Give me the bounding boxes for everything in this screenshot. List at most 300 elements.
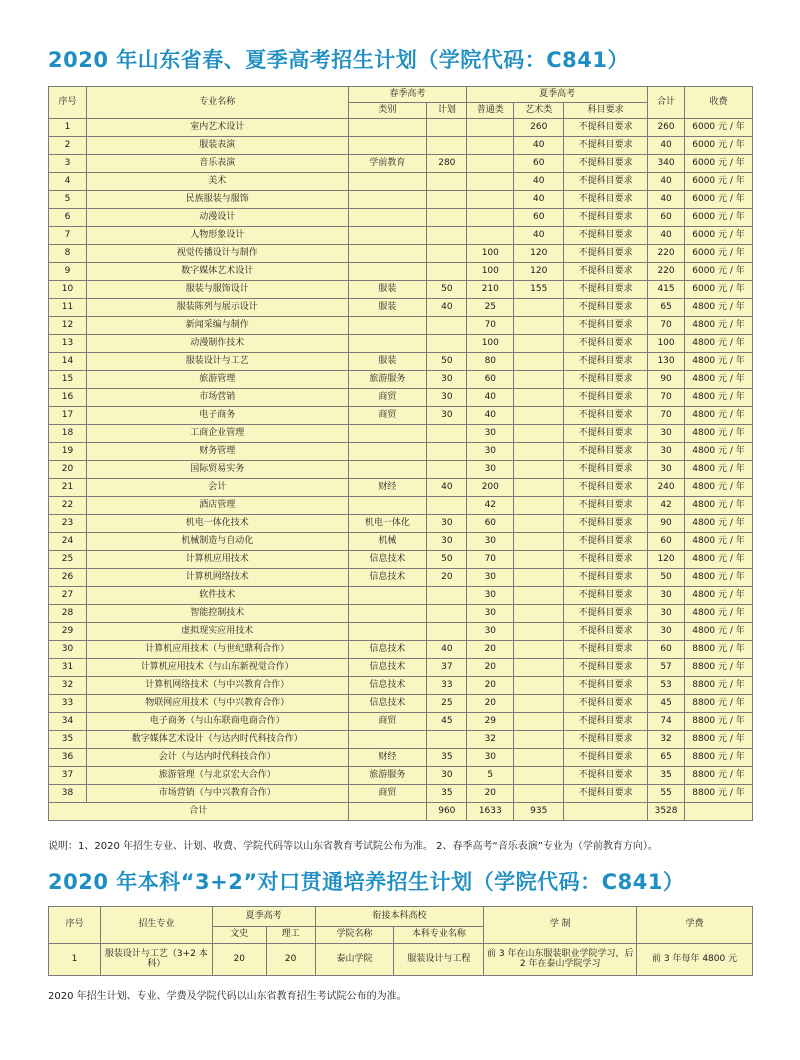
- cell-spring-type: 商贸: [348, 785, 427, 803]
- cell-general: [467, 119, 514, 137]
- cell-art: [514, 659, 564, 677]
- cell-school: 泰山学院: [315, 944, 394, 976]
- cell-requirement: 不提科目要求: [564, 335, 648, 353]
- cell-art: 120: [514, 245, 564, 263]
- cell-requirement: 不提科目要求: [564, 191, 648, 209]
- cell-general: 25: [467, 299, 514, 317]
- cell-major: 数字媒体艺术设计: [86, 263, 348, 281]
- cell-general: [467, 227, 514, 245]
- cell-fee: 8800 元 / 年: [685, 767, 753, 785]
- cell-requirement: 不提科目要求: [564, 785, 648, 803]
- table-row: [49, 443, 753, 461]
- cell-spring-plan: 50: [427, 353, 467, 371]
- cell-wen: 20: [212, 944, 266, 976]
- t2-header-major: 招生专业: [100, 907, 212, 944]
- cell-major: 电子商务（与山东联商电商合作）: [86, 713, 348, 731]
- cell-fee: 6000 元 / 年: [685, 191, 753, 209]
- cell-major: 计算机网络技术: [86, 569, 348, 587]
- cell-general: 100: [467, 335, 514, 353]
- cell-fee: 8800 元 / 年: [685, 695, 753, 713]
- cell-requirement: 不提科目要求: [564, 623, 648, 641]
- cell-no: 36: [49, 749, 87, 767]
- header-summer-req: 科目要求: [564, 103, 648, 119]
- cell-general: [467, 209, 514, 227]
- cell-spring-plan: [427, 623, 467, 641]
- cell-spring-plan: 35: [427, 749, 467, 767]
- cell-general: 30: [467, 461, 514, 479]
- cell-no: 26: [49, 569, 87, 587]
- cell-fee: 4800 元 / 年: [685, 461, 753, 479]
- cell-art: [514, 749, 564, 767]
- cell-spring-plan: [427, 317, 467, 335]
- cell-art: [514, 533, 564, 551]
- cell-major: 新闻采编与制作: [86, 317, 348, 335]
- table-row: [49, 749, 753, 767]
- cell-spring-type: 服装: [348, 281, 427, 299]
- cell-fee: 4800 元 / 年: [685, 605, 753, 623]
- sum-label: 合计: [49, 803, 349, 821]
- cell-art: 155: [514, 281, 564, 299]
- cell-total: 220: [648, 245, 685, 263]
- cell-general: 30: [467, 443, 514, 461]
- table-row: [49, 389, 753, 407]
- cell-fee: 6000 元 / 年: [685, 155, 753, 173]
- cell-art: [514, 731, 564, 749]
- table-row: [49, 731, 753, 749]
- cell-spring-plan: [427, 263, 467, 281]
- cell-no: 35: [49, 731, 87, 749]
- cell-spring-type: [348, 425, 427, 443]
- cell-general: 30: [467, 587, 514, 605]
- cell-spring-plan: [427, 245, 467, 263]
- sum-fee: [685, 803, 753, 821]
- cell-general: 5: [467, 767, 514, 785]
- t2-header-system: 学 制: [484, 907, 637, 944]
- cell-general: [467, 191, 514, 209]
- cell-art: [514, 299, 564, 317]
- cell-general: 200: [467, 479, 514, 497]
- cell-major: 会计（与达内时代科技合作）: [86, 749, 348, 767]
- cell-art: [514, 785, 564, 803]
- table-row: [49, 353, 753, 371]
- cell-general: 60: [467, 371, 514, 389]
- cell-spring-type: 信息技术: [348, 551, 427, 569]
- cell-spring-plan: 40: [427, 299, 467, 317]
- cell-major: 视觉传播设计与制作: [86, 245, 348, 263]
- header-spring-type: 类别: [348, 103, 427, 119]
- cell-requirement: 不提科目要求: [564, 425, 648, 443]
- table-row: [49, 569, 753, 587]
- cell-no: 6: [49, 209, 87, 227]
- cell-spring-type: 信息技术: [348, 695, 427, 713]
- cell-general: 40: [467, 407, 514, 425]
- cell-spring-type: 信息技术: [348, 677, 427, 695]
- cell-general: 20: [467, 641, 514, 659]
- cell-spring-type: [348, 335, 427, 353]
- cell-art: [514, 587, 564, 605]
- cell-no: 32: [49, 677, 87, 695]
- cell-requirement: 不提科目要求: [564, 245, 648, 263]
- cell-major: 市场营销: [86, 389, 348, 407]
- cell-art: [514, 425, 564, 443]
- table-row: [49, 371, 753, 389]
- cell-art: [514, 479, 564, 497]
- cell-spring-plan: 50: [427, 551, 467, 569]
- cell-general: 20: [467, 785, 514, 803]
- cell-spring-type: 商贸: [348, 389, 427, 407]
- table-row: [49, 335, 753, 353]
- cell-spring-type: 信息技术: [348, 641, 427, 659]
- cell-requirement: 不提科目要求: [564, 155, 648, 173]
- cell-major: 室内艺术设计: [86, 119, 348, 137]
- table-row: [49, 263, 753, 281]
- cell-general: 210: [467, 281, 514, 299]
- header-no: 序号: [49, 87, 87, 119]
- cell-system: 前 3 年在山东服装职业学院学习，后 2 年在泰山学院学习: [484, 944, 637, 976]
- cell-fee: 4800 元 / 年: [685, 533, 753, 551]
- cell-major: 数字媒体艺术设计（与达内时代科技合作）: [86, 731, 348, 749]
- cell-requirement: 不提科目要求: [564, 767, 648, 785]
- cell-major: 人物形象设计: [86, 227, 348, 245]
- cell-requirement: 不提科目要求: [564, 533, 648, 551]
- table-row: [49, 137, 753, 155]
- table-row: [49, 119, 753, 137]
- cell-total: 32: [648, 731, 685, 749]
- cell-spring-plan: 30: [427, 767, 467, 785]
- cell-major: 财务管理: [86, 443, 348, 461]
- cell-art: [514, 641, 564, 659]
- cell-general: 30: [467, 533, 514, 551]
- cell-fee: 8800 元 / 年: [685, 659, 753, 677]
- cell-major: 智能控制技术: [86, 605, 348, 623]
- table-row: [49, 407, 753, 425]
- cell-fee: 6000 元 / 年: [685, 173, 753, 191]
- cell-requirement: 不提科目要求: [564, 515, 648, 533]
- cell-major: 市场营销（与中兴教育合作）: [86, 785, 348, 803]
- cell-requirement: 不提科目要求: [564, 227, 648, 245]
- cell-requirement: 不提科目要求: [564, 695, 648, 713]
- cell-total: 220: [648, 263, 685, 281]
- cell-no: 10: [49, 281, 87, 299]
- cell-spring-plan: 45: [427, 713, 467, 731]
- table-row: [49, 767, 753, 785]
- cell-fee: 4800 元 / 年: [685, 443, 753, 461]
- cell-spring-type: [348, 245, 427, 263]
- cell-spring-type: 财经: [348, 749, 427, 767]
- cell-fee: 4800 元 / 年: [685, 515, 753, 533]
- cell-fee: 6000 元 / 年: [685, 119, 753, 137]
- cell-spring-plan: 30: [427, 389, 467, 407]
- cell-requirement: 不提科目要求: [564, 299, 648, 317]
- header-spring: 春季高考: [348, 87, 467, 103]
- cell-fee: 8800 元 / 年: [685, 641, 753, 659]
- cell-art: [514, 443, 564, 461]
- cell-total: 40: [648, 137, 685, 155]
- cell-total: 260: [648, 119, 685, 137]
- cell-requirement: 不提科目要求: [564, 263, 648, 281]
- cell-spring-plan: 33: [427, 677, 467, 695]
- cell-fee: 4800 元 / 年: [685, 587, 753, 605]
- cell-general: 29: [467, 713, 514, 731]
- cell-spring-plan: [427, 209, 467, 227]
- cell-fee: 前 3 年每年 4800 元: [637, 944, 753, 976]
- cell-major: 软件技术: [86, 587, 348, 605]
- cell-spring-type: [348, 173, 427, 191]
- cell-total: 30: [648, 461, 685, 479]
- cell-spring-type: [348, 731, 427, 749]
- table-row: [49, 659, 753, 677]
- cell-total: 120: [648, 551, 685, 569]
- cell-requirement: 不提科目要求: [564, 173, 648, 191]
- cell-total: 30: [648, 425, 685, 443]
- cell-no: 23: [49, 515, 87, 533]
- table-row: [49, 425, 753, 443]
- cell-art: [514, 461, 564, 479]
- cell-major: 电子商务: [86, 407, 348, 425]
- cell-no: 14: [49, 353, 87, 371]
- cell-fee: 4800 元 / 年: [685, 569, 753, 587]
- header-summer-art: 艺术类: [514, 103, 564, 119]
- cell-no: 5: [49, 191, 87, 209]
- cell-spring-plan: 40: [427, 479, 467, 497]
- cell-spring-plan: 20: [427, 569, 467, 587]
- table-row: [49, 245, 753, 263]
- cell-requirement: 不提科目要求: [564, 551, 648, 569]
- cell-spring-plan: 35: [427, 785, 467, 803]
- table-row: [49, 515, 753, 533]
- cell-major: 工商企业管理: [86, 425, 348, 443]
- cell-major: 计算机应用技术: [86, 551, 348, 569]
- sum-total: 3528: [648, 803, 685, 821]
- cell-spring-plan: [427, 137, 467, 155]
- table-row: [49, 533, 753, 551]
- cell-fee: 6000 元 / 年: [685, 245, 753, 263]
- section-title-3plus2: 2020 年本科“3+2”对口贯通培养招生计划（学院代码：C841）: [48, 870, 685, 894]
- cell-art: 40: [514, 191, 564, 209]
- cell-requirement: 不提科目要求: [564, 587, 648, 605]
- cell-major: 动漫制作技术: [86, 335, 348, 353]
- cell-requirement: 不提科目要求: [564, 605, 648, 623]
- page-title: 2020 年山东省春、夏季高考招生计划（学院代码：C841）: [48, 48, 630, 72]
- cell-fee: 8800 元 / 年: [685, 731, 753, 749]
- three-plus-two-table: [48, 906, 753, 976]
- cell-art: [514, 569, 564, 587]
- cell-fee: 6000 元 / 年: [685, 209, 753, 227]
- cell-major: 音乐表演: [86, 155, 348, 173]
- cell-spring-plan: 30: [427, 407, 467, 425]
- cell-no: 38: [49, 785, 87, 803]
- cell-major: 服装表演: [86, 137, 348, 155]
- table-row: [49, 695, 753, 713]
- cell-total: 70: [648, 389, 685, 407]
- header-spring-plan: 计划: [427, 103, 467, 119]
- cell-spring-plan: [427, 443, 467, 461]
- header-major: 专业名称: [86, 87, 348, 119]
- cell-art: 40: [514, 173, 564, 191]
- cell-spring-plan: 30: [427, 371, 467, 389]
- cell-spring-plan: 40: [427, 641, 467, 659]
- cell-no: 24: [49, 533, 87, 551]
- table-row: [49, 641, 753, 659]
- cell-total: 30: [648, 605, 685, 623]
- table-row: [49, 785, 753, 803]
- cell-spring-type: 商贸: [348, 407, 427, 425]
- cell-art: 260: [514, 119, 564, 137]
- t2-header-univ: 衔接本科高校: [315, 907, 484, 927]
- cell-major: 动漫设计: [86, 209, 348, 227]
- cell-art: [514, 371, 564, 389]
- cell-requirement: 不提科目要求: [564, 209, 648, 227]
- cell-general: [467, 137, 514, 155]
- cell-requirement: 不提科目要求: [564, 749, 648, 767]
- cell-general: 32: [467, 731, 514, 749]
- cell-major: 服装与服饰设计: [86, 281, 348, 299]
- cell-no: 31: [49, 659, 87, 677]
- note-1: 说明：1、2020 年招生专业、计划、收费、学院代码等以山东省教育考试院公布为准。 2、春季高考“音乐表演”专业为（学前教育方向）。: [48, 841, 658, 852]
- cell-major: 服装陈列与展示设计: [86, 299, 348, 317]
- cell-general: 20: [467, 659, 514, 677]
- cell-spring-type: [348, 587, 427, 605]
- sum-art: 935: [514, 803, 564, 821]
- cell-requirement: 不提科目要求: [564, 713, 648, 731]
- cell-total: 40: [648, 173, 685, 191]
- cell-total: 60: [648, 209, 685, 227]
- cell-major: 服装设计与工艺（3+2 本科）: [100, 944, 212, 976]
- cell-art: [514, 767, 564, 785]
- cell-fee: 4800 元 / 年: [685, 299, 753, 317]
- cell-requirement: 不提科目要求: [564, 659, 648, 677]
- cell-general: 30: [467, 425, 514, 443]
- cell-fee: 6000 元 / 年: [685, 137, 753, 155]
- cell-art: [514, 353, 564, 371]
- cell-fee: 8800 元 / 年: [685, 713, 753, 731]
- cell-spring-type: 机电一体化: [348, 515, 427, 533]
- sum-spring-plan: 960: [427, 803, 467, 821]
- cell-no: 37: [49, 767, 87, 785]
- cell-spring-type: [348, 263, 427, 281]
- cell-fee: 6000 元 / 年: [685, 263, 753, 281]
- table-row: [49, 713, 753, 731]
- cell-total: 415: [648, 281, 685, 299]
- cell-spring-type: [348, 623, 427, 641]
- sum-general: 1633: [467, 803, 514, 821]
- cell-requirement: 不提科目要求: [564, 443, 648, 461]
- cell-major: 国际贸易实务: [86, 461, 348, 479]
- cell-spring-type: 学前教育: [348, 155, 427, 173]
- table-row: [49, 497, 753, 515]
- cell-general: [467, 155, 514, 173]
- t2-header-fee: 学费: [637, 907, 753, 944]
- cell-requirement: 不提科目要求: [564, 317, 648, 335]
- cell-total: 70: [648, 317, 685, 335]
- cell-spring-plan: [427, 497, 467, 515]
- cell-art: [514, 389, 564, 407]
- cell-spring-plan: 280: [427, 155, 467, 173]
- cell-art: [514, 407, 564, 425]
- cell-general: 60: [467, 515, 514, 533]
- cell-general: 20: [467, 677, 514, 695]
- cell-total: 55: [648, 785, 685, 803]
- cell-no: 20: [49, 461, 87, 479]
- table-row: [49, 605, 753, 623]
- cell-requirement: 不提科目要求: [564, 461, 648, 479]
- cell-major: 机械制造与自动化: [86, 533, 348, 551]
- cell-major: 会计: [86, 479, 348, 497]
- header-summer: 夏季高考: [467, 87, 648, 103]
- cell-requirement: 不提科目要求: [564, 569, 648, 587]
- cell-art: 40: [514, 137, 564, 155]
- cell-major: 旅游管理（与北京宏大合作）: [86, 767, 348, 785]
- cell-li: 20: [266, 944, 315, 976]
- cell-spring-plan: 50: [427, 281, 467, 299]
- cell-spring-type: [348, 605, 427, 623]
- cell-spring-type: [348, 227, 427, 245]
- t2-header-summer: 夏季高考: [212, 907, 315, 927]
- cell-fee: 4800 元 / 年: [685, 389, 753, 407]
- cell-art: [514, 551, 564, 569]
- table-row: [49, 209, 753, 227]
- cell-fee: 4800 元 / 年: [685, 623, 753, 641]
- cell-no: 16: [49, 389, 87, 407]
- cell-total: 53: [648, 677, 685, 695]
- t2-header-no: 序号: [49, 907, 101, 944]
- cell-spring-type: 信息技术: [348, 569, 427, 587]
- cell-spring-type: 商贸: [348, 713, 427, 731]
- cell-total: 45: [648, 695, 685, 713]
- cell-total: 100: [648, 335, 685, 353]
- cell-total: 40: [648, 191, 685, 209]
- cell-spring-plan: 30: [427, 533, 467, 551]
- cell-total: 42: [648, 497, 685, 515]
- header-fee: 收费: [685, 87, 753, 119]
- cell-art: [514, 677, 564, 695]
- cell-major: 民族服装与服饰: [86, 191, 348, 209]
- cell-no: 19: [49, 443, 87, 461]
- cell-fee: 4800 元 / 年: [685, 407, 753, 425]
- cell-fee: 4800 元 / 年: [685, 497, 753, 515]
- cell-general: 30: [467, 749, 514, 767]
- cell-total: 130: [648, 353, 685, 371]
- cell-no: 2: [49, 137, 87, 155]
- cell-spring-plan: [427, 191, 467, 209]
- cell-no: 34: [49, 713, 87, 731]
- cell-general: 100: [467, 263, 514, 281]
- t2-header-school: 学院名称: [315, 927, 394, 944]
- header-total: 合计: [648, 87, 685, 119]
- table-row: [49, 281, 753, 299]
- cell-requirement: 不提科目要求: [564, 281, 648, 299]
- cell-art: [514, 317, 564, 335]
- cell-spring-type: [348, 209, 427, 227]
- cell-requirement: 不提科目要求: [564, 371, 648, 389]
- cell-art: 40: [514, 227, 564, 245]
- cell-no: 4: [49, 173, 87, 191]
- cell-no: 7: [49, 227, 87, 245]
- cell-general: 80: [467, 353, 514, 371]
- cell-total: 60: [648, 641, 685, 659]
- cell-no: 33: [49, 695, 87, 713]
- cell-fee: 4800 元 / 年: [685, 317, 753, 335]
- cell-umajor: 服装设计与工程: [394, 944, 484, 976]
- cell-spring-plan: 37: [427, 659, 467, 677]
- cell-spring-plan: [427, 227, 467, 245]
- cell-total: 240: [648, 479, 685, 497]
- cell-requirement: 不提科目要求: [564, 137, 648, 155]
- cell-spring-type: [348, 119, 427, 137]
- table-row: [49, 227, 753, 245]
- table-row: [49, 551, 753, 569]
- cell-fee: 4800 元 / 年: [685, 551, 753, 569]
